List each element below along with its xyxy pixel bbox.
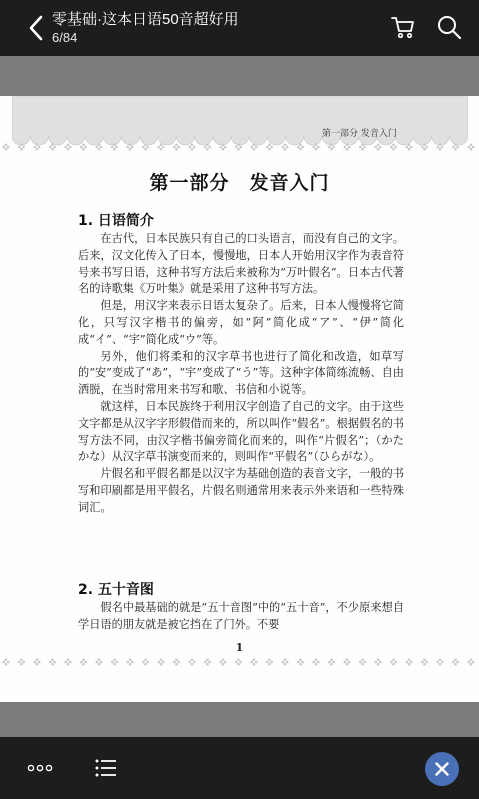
decorative-dot (375, 144, 382, 151)
decorative-dot (344, 659, 351, 666)
back-chevron-icon (26, 14, 48, 42)
paragraph: 在古代，日本民族只有自己的口头语言，而没有自己的文字。后来，汉文化传入了日本，慢慢地，日本人开始用汉字作为表音符号来书写日语，这种书写方法后来被称为“万叶假名”。日本古代著名的诗歌集《万叶集》就是采用了这种书写方法。 (78, 232, 404, 296)
decorative-dot (142, 659, 149, 666)
more-button[interactable] (26, 759, 54, 777)
decorative-dot (297, 659, 304, 666)
section-title: 1. 日语简介 (78, 213, 154, 229)
decorative-dot (34, 144, 41, 151)
decorative-dot (189, 659, 196, 666)
decorative-dot (452, 144, 459, 151)
decorative-dot (359, 659, 366, 666)
decorative-dot (127, 144, 134, 151)
decorative-dot (18, 144, 25, 151)
decorative-dot (173, 659, 180, 666)
decorative-dot (437, 144, 444, 151)
decorative-dot (313, 144, 320, 151)
decorative-dot (80, 659, 87, 666)
decorative-dot (220, 659, 227, 666)
table-of-contents-button[interactable] (94, 757, 118, 779)
paragraph: 就这样，日本民族终于利用汉字创造了自己的文字。由于这些文字都是从汉字字形假借而来的，所以叫作“假名”。根据假名的书写方法不同，由汉字楷书偏旁简化而来的，叫作“片假名”；（かたかな）从汉字草书演变而来的，则叫作“平假名”（ひらがな）。 (78, 399, 404, 464)
decorative-dot (390, 659, 397, 666)
decorative-dot (421, 659, 428, 666)
decorative-dot (189, 144, 196, 151)
decorative-dot (65, 659, 72, 666)
page-bottom-margin (0, 702, 479, 737)
page-counter: 6/84 (52, 30, 78, 45)
decorative-dot (406, 659, 413, 666)
decorative-dot (142, 144, 149, 151)
decorative-dot (468, 144, 475, 151)
search-button[interactable] (436, 14, 462, 40)
decorative-dot (235, 659, 242, 666)
section-body (78, 231, 404, 517)
cart-icon (390, 14, 416, 40)
decorative-dot (375, 659, 382, 666)
decorative-dot (390, 144, 397, 151)
decorative-dot (328, 659, 335, 666)
decorative-dot (80, 144, 87, 151)
decorative-dot (235, 144, 242, 151)
decorative-dot (3, 144, 10, 151)
cart-button[interactable] (390, 14, 416, 40)
decorative-dot (421, 144, 428, 151)
decorative-dot (452, 659, 459, 666)
decorative-dot (297, 144, 304, 151)
close-icon (425, 752, 459, 786)
decorative-dot-row-top (0, 142, 479, 152)
decorative-dot (127, 659, 134, 666)
decorative-dot-row-bottom (0, 657, 479, 667)
page-number: 1 (235, 641, 244, 654)
running-header: 第一部分 发音入门 (322, 129, 397, 139)
paragraph: 片假名和平假名都是以汉字为基础创造的表音文字，一般的书写和印刷都是用平假名，片假名则通常用来表示外来语和一些特殊词汇。 (78, 467, 404, 514)
bottom-bar (0, 737, 479, 799)
chapter-title: 第一部分 发音入门 (149, 172, 330, 194)
top-bar (0, 0, 479, 56)
decorative-dot (266, 659, 273, 666)
back-button[interactable] (26, 14, 48, 42)
decorative-dot (282, 659, 289, 666)
decorative-dot (328, 144, 335, 151)
more-dots-icon (26, 759, 54, 777)
decorative-dot (282, 144, 289, 151)
decorative-dot (204, 659, 211, 666)
decorative-dot (158, 659, 165, 666)
section-body (78, 600, 404, 634)
close-button[interactable] (425, 752, 459, 786)
decorative-dot (96, 144, 103, 151)
decorative-dot (96, 659, 103, 666)
decorative-dot (65, 144, 72, 151)
decorative-dot (3, 659, 10, 666)
paragraph: 假名中最基础的就是“五十音图”中的“五十音”，不少原来想自学日语的朋友就是被它挡在了门外。不要 (78, 601, 404, 631)
paragraph: 但是，用汉字来表示日语太复杂了。后来，日本人慢慢将它简化，只写汉字楷书的偏旁，如“阿”简化成“ア”、“伊”简化成“イ”、“宇”简化成“ウ”等。 (78, 299, 404, 346)
decorative-dot (111, 659, 118, 666)
search-icon (436, 14, 462, 40)
book-title: 零基础·这本日语50音超好用 (52, 11, 239, 28)
decorative-dot (158, 144, 165, 151)
section-title: 2. 五十音图 (78, 582, 154, 598)
decorative-dot (251, 144, 258, 151)
decorative-dot (49, 659, 56, 666)
decorative-dot (251, 659, 258, 666)
decorative-dot (49, 144, 56, 151)
list-icon (94, 757, 118, 779)
decorative-dot (204, 144, 211, 151)
decorative-dot (313, 659, 320, 666)
decorative-dot (406, 144, 413, 151)
decorative-dot (220, 144, 227, 151)
decorative-dot (18, 659, 25, 666)
decorative-dot (111, 144, 118, 151)
decorative-dot (34, 659, 41, 666)
paragraph: 另外，他们将柔和的汉字草书也进行了简化和改造，如草写的“安”变成了“あ”，“宇”变成了“う”等。这种字体简练流畅、自由洒脱，在当时常用来书写和歌、书信和小说等。 (78, 349, 404, 397)
decorative-dot (266, 144, 273, 151)
decorative-dot (344, 144, 351, 151)
book-page[interactable] (0, 96, 479, 702)
page-top-margin (0, 56, 479, 96)
decorative-dot (173, 144, 180, 151)
decorative-dot (468, 659, 475, 666)
decorative-dot (359, 144, 366, 151)
decorative-dot (437, 659, 444, 666)
